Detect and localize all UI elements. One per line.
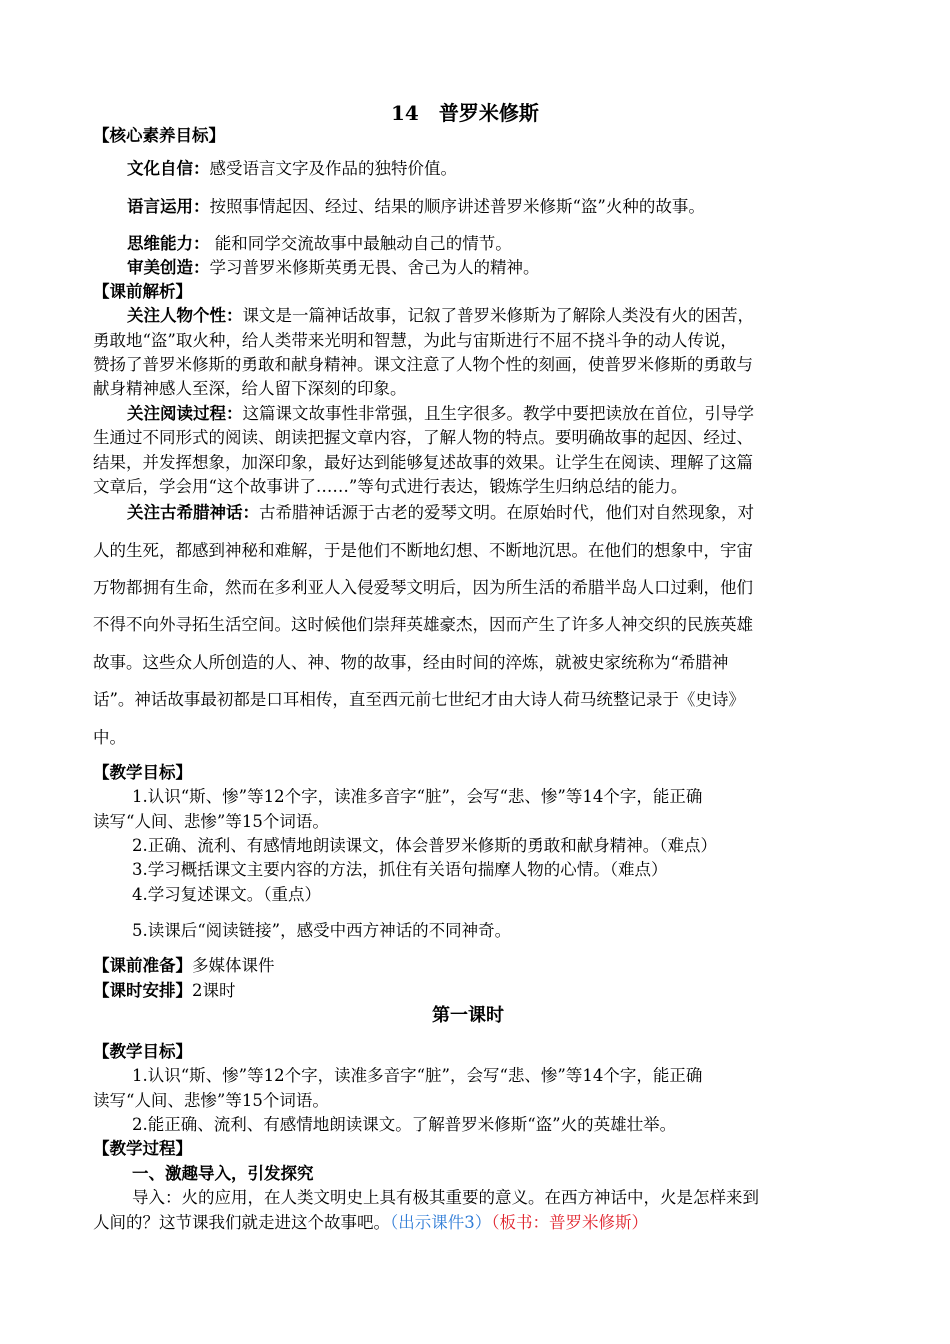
goals-heading: 【教学目标】 [93,763,192,782]
analysis-label: 关注古希腊神话： [127,503,259,522]
lesson-goals-heading: 【教学目标】 [93,1042,192,1061]
core-heading: 【核心素养目标】 [93,126,225,145]
goal-line: 1.认识“斯、惨”等12个字，读准多音字“脏”，会写“悲、惨”等14个字，能正确 [132,787,703,806]
analysis-para-line: 万物都拥有生命，然而在多利亚人入侵爱琴文明后，因为所生活的希腊半岛人口过剩，他们 [93,578,753,597]
intro-line [93,1215,648,1232]
analysis-para-line: 献身精神感人至深，给人留下深刻的印象。 [93,379,407,398]
analysis-text: 这篇课文故事性非常强，且生字很多。教学中要把读放在首位，引导学 [242,404,754,423]
process-heading: 【教学过程】 [93,1139,192,1158]
courseware-note: （出示课件3） [390,1213,492,1232]
lesson-goal-line: 读写“人间、悲惨”等15个词语。 [93,1091,329,1110]
goal-line: 4.学习复述课文。（重点） [132,885,321,904]
goal-line: 读写“人间、悲惨”等15个词语。 [93,812,329,831]
analysis-para-line: 不得不向外寻拓生活空间。这时候他们崇拜英雄豪杰，因而产生了许多人神交织的民族英雄 [93,615,753,634]
analysis-para-line [127,406,754,423]
analysis-para-line: 中。 [93,728,126,747]
core-label: 语言运用： [127,197,210,216]
step-title: 一、激趣导入，引发探究 [132,1164,314,1183]
analysis-label: 关注人物个性： [127,306,243,325]
core-text: 能和同学交流故事中最触动自己的情节。 [209,234,512,253]
core-item [127,161,457,178]
goal-line: 3.学习概括课文主要内容的方法，抓住有关语句揣摩人物的心情。（难点） [132,860,668,879]
core-text: 感受语言文字及作品的独特价值。 [209,159,457,178]
analysis-para-line: 文章后，学会用“这个故事讲了……”等句式进行表达，锻炼学生归纳总结的能力。 [93,477,688,496]
prep-text: 多媒体课件 [192,956,275,975]
core-text: 按照事情起因、经过、结果的顺序讲述普罗米修斯“盗”火种的故事。 [209,197,705,216]
analysis-heading: 【课前解析】 [93,282,192,301]
analysis-para-line: 故事。这些众人所创造的人、神、物的故事，经由时间的淬炼，就被史家统称为“希腊神 [93,653,729,672]
schedule-text: 2课时 [192,981,236,1000]
analysis-para-line: 勇敢地“盗”取火种，给人类带来光明和智慧，为此与宙斯进行不屈不挠斗争的动人传说， [93,331,737,350]
intro-line: 导入：火的应用，在人类文明史上具有极其重要的意义。在西方神话中，火是怎样来到 [132,1188,759,1207]
core-item [127,260,540,277]
page-title: 14 普罗米修斯 [391,101,539,125]
analysis-para-line [127,308,754,325]
core-label: 审美创造： [127,258,210,277]
prep-label: 【课前准备】 [93,956,192,975]
analysis-para-line: 结果，并发挥想象，加深印象，最好达到能够复述故事的效果。让学生在阅读、理解了这篇 [93,453,753,472]
analysis-para-line: 赞扬了普罗米修斯的勇敢和献身精神。课文注意了人物个性的刻画，使普罗米修斯的勇敢与 [93,355,753,374]
intro-text: 人间的？这节课我们就走进这个故事吧。 [93,1213,390,1232]
schedule-label: 【课时安排】 [93,981,192,1000]
goal-line: 5.读课后“阅读链接”，感受中西方神话的不同神奇。 [132,921,512,940]
lesson-goal-line: 1.认识“斯、惨”等12个字，读准多音字“脏”，会写“悲、惨”等14个字，能正确 [132,1066,703,1085]
lesson-title: 第一课时 [432,1005,504,1026]
prep-line [93,958,275,975]
analysis-para-line: 人的生死，都感到神秘和难解，于是他们不断地幻想、不断地沉思。在他们的想象中，宇宙 [93,541,753,560]
analysis-para-line: 话”。神话故事最初都是口耳相传，直至西元前七世纪才由大诗人荷马统整记录于《史诗》 [93,690,745,709]
analysis-text: 古希腊神话源于古老的爱琴文明。在原始时代，他们对自然现象，对 [259,503,754,522]
core-text: 学习普罗米修斯英勇无畏、舍己为人的精神。 [209,258,540,277]
core-item [127,236,512,253]
core-label: 思维能力： [127,234,210,253]
core-label: 文化自信： [127,159,210,178]
analysis-text: 课文是一篇神话故事，记叙了普罗米修斯为了解除人类没有火的困苦， [242,306,754,325]
schedule-line [93,983,236,1000]
analysis-label: 关注阅读过程： [127,404,243,423]
goal-line: 2.正确、流利、有感情地朗读课文，体会普罗米修斯的勇敢和献身精神。（难点） [132,836,717,855]
board-note: （板书：普罗米修斯） [491,1213,648,1232]
analysis-para-line [127,505,754,522]
analysis-para-line: 生通过不同形式的阅读、朗读把握文章内容，了解人物的特点。要明确故事的起因、经过、 [93,428,753,447]
lesson-goal-line: 2.能正确、流利、有感情地朗读课文。了解普罗米修斯“盗”火的英雄壮举。 [132,1115,677,1134]
core-item [127,199,705,216]
